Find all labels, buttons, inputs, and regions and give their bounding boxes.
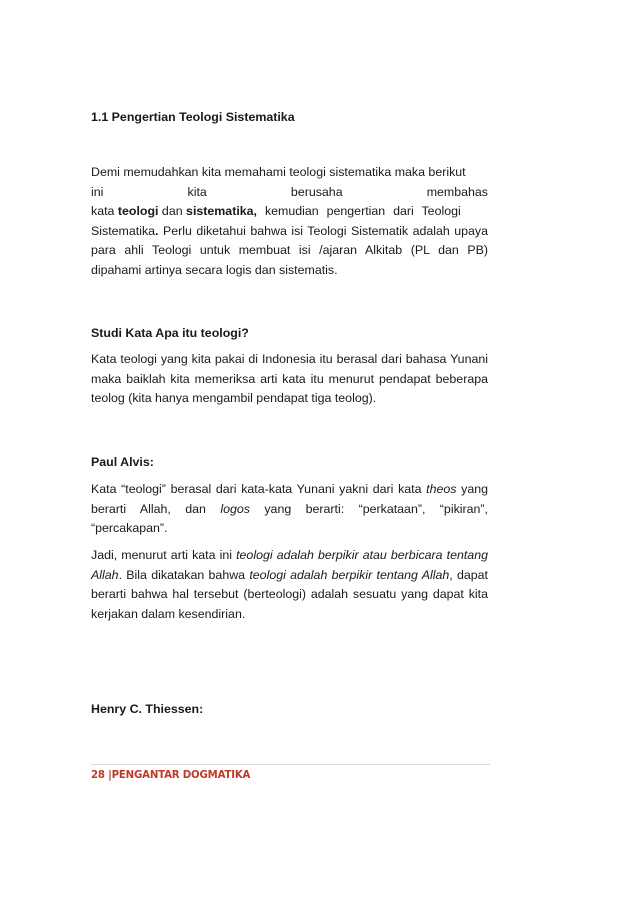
- intro-text: kemudian pengertian dari Teologi: [257, 204, 461, 219]
- studi-title: Studi Kata Apa itu teologi?: [91, 326, 249, 340]
- paul-text: , dapat berarti bahwa hal tersebut (berteologi) adalah sesuatu yang dapat kita kerjakan dalam kesendirian.: [91, 567, 488, 621]
- intro-text: Sistematika: [91, 223, 156, 238]
- intro-bold-term: teologi: [117, 204, 159, 219]
- intro-word: membahas: [426, 184, 488, 199]
- footer-divider: [91, 764, 490, 765]
- intro-word: ini: [91, 184, 104, 199]
- intro-line-2: [91, 183, 488, 203]
- intro-line-3: [91, 202, 488, 222]
- paul-text: . Bila dikatakan bahwa: [118, 567, 250, 582]
- paul-paragraph-1: [91, 480, 488, 539]
- intro-bold-term: .: [155, 223, 159, 238]
- paul-italic-term: teologi adalah berpikir tentang Allah: [249, 567, 450, 582]
- paul-text: yang berarti: “perkataan”, “pikiran”, “percakapan”.: [91, 501, 489, 536]
- intro-rest: [91, 222, 488, 281]
- paul-text: Jadi, menurut arti kata ini: [91, 548, 237, 562]
- intro-word: kita: [187, 184, 207, 199]
- intro-text: dan: [158, 204, 187, 219]
- paul-text: Kata “teologi” berasal dari kata-kata Yunani yakni dari kata: [91, 482, 427, 496]
- henry-title: Henry C. Thiessen:: [91, 702, 204, 716]
- paul-paragraph-2: [91, 546, 488, 624]
- intro-text: kata: [91, 204, 118, 219]
- intro-text: Perlu diketahui bahwa isi Teologi Sistematik adalah upaya para ahli Teologi untuk membuat isi /ajaran Alkitab (PL dan PB) dipahami artinya secara logis dan sistematis.: [91, 223, 488, 277]
- section-title: 1.1 Pengertian Teologi Sistematika: [91, 110, 295, 124]
- paul-text: yang berarti Allah, dan: [91, 482, 488, 516]
- page-footer: 28 |PENGANTAR DOGMATIKA: [91, 770, 251, 781]
- paul-title: Paul Alvis:: [91, 455, 154, 469]
- paul-italic-term: theos: [426, 482, 457, 496]
- paul-italic-term: teologi adalah berpikir atau berbicara tentang Allah: [91, 548, 488, 582]
- studi-paragraph: Kata teologi yang kita pakai di Indonesia itu berasal dari bahasa Yunani maka baiklah kita memeriksa arti kata itu menurut pendapat beberapa teolog (kita hanya mengambil pendapat tiga teolog).: [91, 352, 488, 406]
- intro-bold-term: sistematika,: [186, 204, 257, 219]
- intro-paragraph: [91, 163, 488, 281]
- paul-italic-term: logos: [220, 501, 250, 516]
- intro-word: berusaha: [290, 184, 343, 199]
- intro-line-1: Demi memudahkan kita memahami teologi sistematika maka berikut: [91, 165, 466, 179]
